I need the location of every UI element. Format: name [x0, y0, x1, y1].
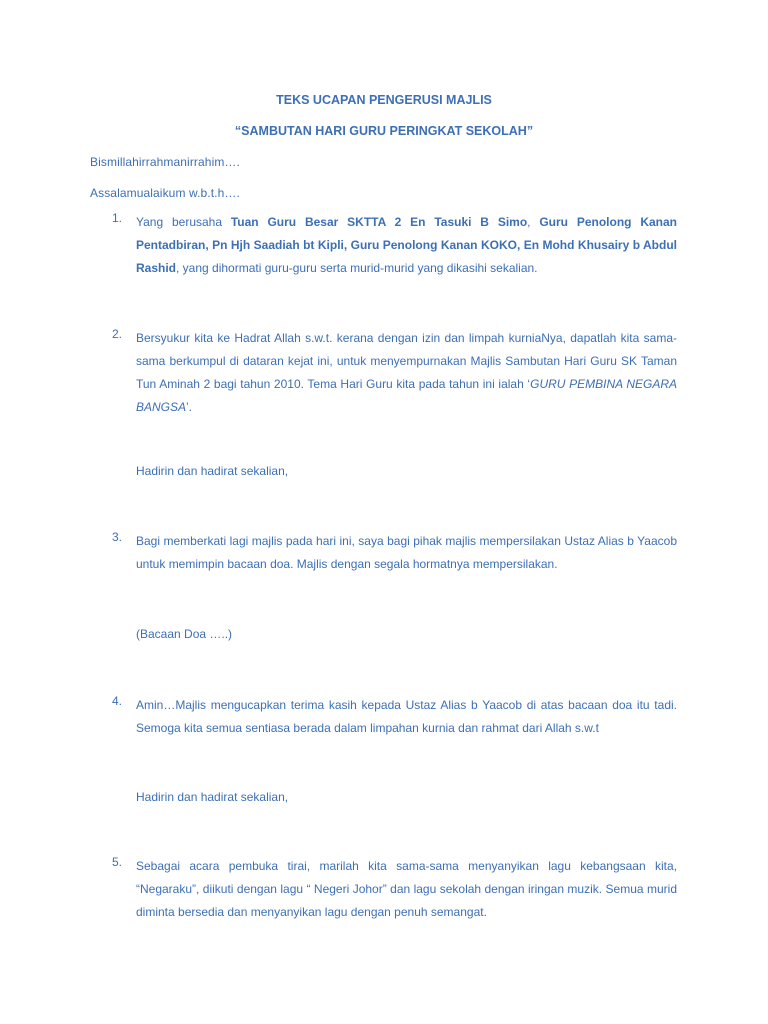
text-segment: Amin…Majlis mengucapkan terima kasih kepada Ustaz Alias b Yaacob di atas bacaan doa itu tadi. Semoga kita semua sentiasa berada dalam limpahan kurnia dan rahmat dari Allah s.w.t: [136, 698, 677, 735]
bacaan-doa-line: (Bacaan Doa …..): [136, 627, 233, 641]
item-text: [136, 530, 677, 576]
text-segment: , yang dihormati guru-guru serta murid-murid yang dikasihi sekalian.: [176, 261, 538, 275]
document-subtitle: “SAMBUTAN HARI GURU PERINGKAT SEKOLAH”: [234, 124, 534, 138]
italic-text: GURU PEMBINA NEGARA BANGSA: [136, 377, 677, 414]
text-segment: Bagi memberkati lagi majlis pada hari ini, saya bagi pihak majlis mempersilakan Ustaz Alias b Yaacob untuk memimpin bacaan doa. Majlis dengan segala hormatnya mempersilakan.: [136, 534, 677, 571]
item-number: 1.: [112, 211, 123, 225]
text-segment: Yang berusaha: [136, 215, 231, 229]
item-text: [136, 211, 677, 280]
text-segment: ’.: [186, 400, 193, 414]
text-segment: ,: [527, 215, 540, 229]
bold-text: Tuan Guru Besar SKTTA 2 En Tasuki B Simo: [230, 215, 528, 229]
item-number: 3.: [112, 530, 123, 544]
document-title: TEKS UCAPAN PENGERUSI MAJLIS: [276, 93, 492, 107]
item-text: [136, 327, 677, 419]
item-text: [136, 855, 677, 924]
greeting-bismillah: Bismillahirrahmanirrahim….: [90, 155, 240, 169]
greeting-salam: Assalamualaikum w.b.t.h….: [90, 186, 240, 200]
item-text: [136, 694, 677, 740]
item-number: 5.: [112, 855, 123, 869]
bold-text: Guru Penolong Kanan Pentadbiran, Pn Hjh Saadiah bt Kipli, Guru Penolong Kanan KOKO, En Mohd Khusairy b Abdul Rashid: [136, 215, 678, 275]
hadirin-line: Hadirin dan hadirat sekalian,: [136, 464, 289, 478]
text-segment: Sebagai acara pembuka tirai, marilah kita sama-sama menyanyikan lagu kebangsaan kita, “Negaraku”, diikuti dengan lagu “ Negeri Johor” dan lagu sekolah dengan iringan muzik. Semua murid diminta bersedia dan menyanyikan lagu dengan penuh semangat.: [136, 859, 677, 919]
item-number: 2.: [112, 327, 123, 341]
item-number: 4.: [112, 694, 123, 708]
hadirin-line: Hadirin dan hadirat sekalian,: [136, 790, 289, 804]
text-segment: Bersyukur kita ke Hadrat Allah s.w.t. kerana dengan izin dan limpah kurniaNya, dapatlah kita sama-sama berkumpul di dataran kejat ini, untuk menyempurnakan Majlis Sambutan Hari Guru SK Taman Tun Aminah 2 bagi tahun 2010. Tema Hari Guru kita pada tahun ini ialah ‘: [136, 331, 677, 391]
